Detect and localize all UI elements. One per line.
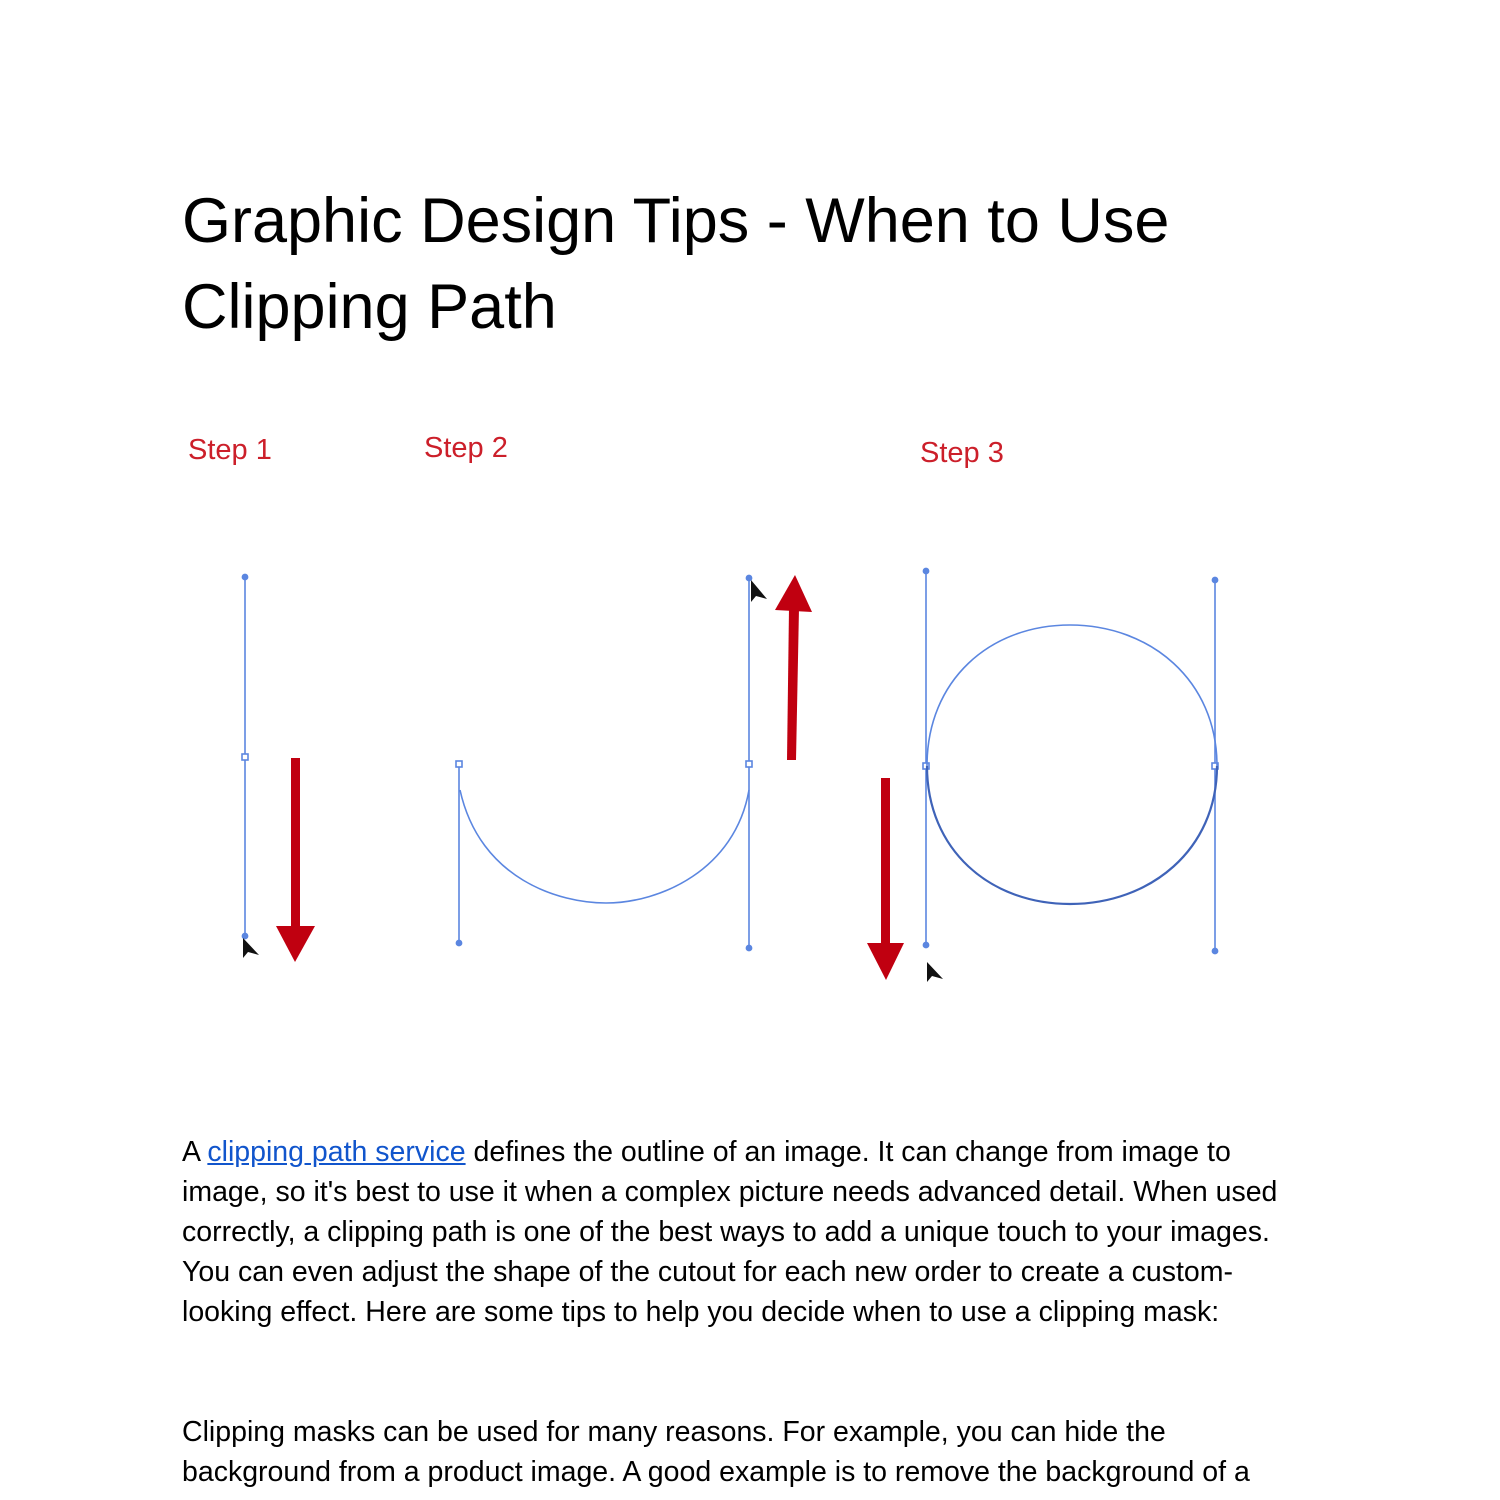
- body-paragraph-2: Clipping masks can be used for many reasons. For example, you can hide the background from a product image. A good example is to remove the background of a: [182, 1416, 1250, 1488]
- paragraph-text: defines the outline of an image. It can change from image to image, so it's best to use it when a complex picture needs advanced detail. When used correctly, a clipping path is one of the best ways to add a unique touch to your images. You can even adjust the shape of the cutout for each new order to create a custom-looking effect. Here are some tips to help you decide when to use a clipping mask:: [182, 1136, 1278, 1328]
- arrow-up-icon: [775, 575, 812, 760]
- cursor-icon: [927, 962, 943, 982]
- step-1-path: [242, 574, 248, 938]
- clipping-path-service-link[interactable]: clipping path service: [207, 1136, 466, 1168]
- step-2-path: [456, 575, 752, 950]
- arrow-down-icon: [276, 758, 315, 962]
- step-2-label: Step 2: [424, 432, 508, 464]
- cursor-icon: [243, 938, 259, 958]
- paragraph-lead: A: [182, 1136, 208, 1168]
- step-1-label: Step 1: [188, 434, 272, 466]
- body-paragraph-1: [182, 1132, 1322, 1332]
- page-title: Graphic Design Tips - When to Use Clipping Path: [182, 186, 1170, 342]
- step-3-path: [923, 568, 1218, 953]
- arrow-down-icon: [867, 778, 904, 980]
- cursor-icon: [751, 580, 767, 602]
- step-3-label: Step 3: [920, 437, 1004, 469]
